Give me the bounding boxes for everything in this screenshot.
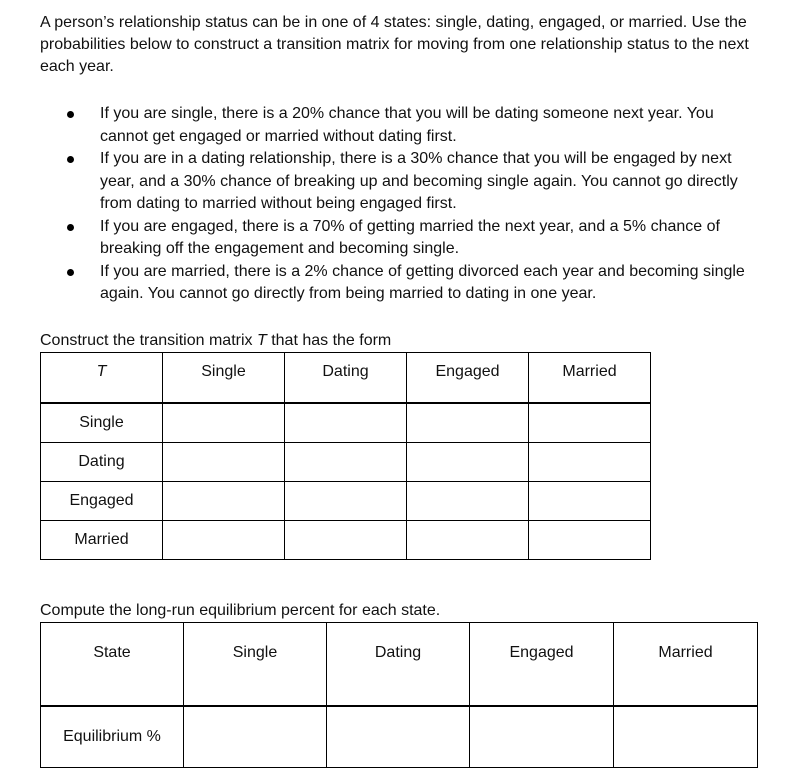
matrix-cell[interactable]: [407, 403, 529, 443]
transition-matrix-table: [40, 352, 651, 560]
matrix-col-header: Married: [529, 353, 651, 404]
equilibrium-row-label: Equilibrium %: [41, 706, 184, 768]
matrix-cell[interactable]: [285, 521, 407, 560]
matrix-cell[interactable]: [529, 443, 651, 482]
rules-list: [0, 103, 805, 306]
matrix-cell[interactable]: [529, 482, 651, 521]
equilibrium-cell[interactable]: [470, 706, 614, 768]
matrix-caption-symbol: T: [256, 332, 267, 349]
equilibrium-col-header: Married: [614, 623, 758, 707]
rule-single: [0, 103, 755, 148]
equilibrium-cell[interactable]: [184, 706, 327, 768]
equilibrium-corner: State: [41, 623, 184, 707]
matrix-cell[interactable]: [529, 403, 651, 443]
matrix-corner: T: [41, 353, 163, 404]
matrix-row-label: Married: [41, 521, 163, 560]
bullet-icon: [67, 269, 74, 276]
matrix-cell[interactable]: [529, 521, 651, 560]
equilibrium-table: [40, 622, 758, 768]
rule-married: [0, 261, 755, 306]
rule-text: If you are single, there is a 20% chance that you will be dating someone next year. You cannot get engaged or married without dating first.: [100, 105, 714, 145]
equilibrium-col-header: Dating: [327, 623, 470, 707]
bullet-icon: [67, 224, 74, 231]
matrix-caption: [40, 330, 391, 352]
rule-text: If you are in a dating relationship, there is a 30% chance that you will be engaged by next year, and a 30% chance of breaking up and becoming single again. You cannot go directly from dating to married without being engaged first.: [100, 150, 738, 212]
bullet-icon: [67, 111, 74, 118]
matrix-row-label: Single: [41, 403, 163, 443]
matrix-caption-after: that has the form: [266, 332, 392, 349]
matrix-cell[interactable]: [285, 403, 407, 443]
bullet-icon: [67, 156, 74, 163]
equilibrium-cell[interactable]: [327, 706, 470, 768]
matrix-col-header: Single: [163, 353, 285, 404]
rule-text: If you are engaged, there is a 70% of getting married the next year, and a 5% chance of breaking off the engagement and becoming single.: [100, 217, 720, 257]
equilibrium-header-row: [41, 623, 758, 707]
matrix-cell[interactable]: [163, 443, 285, 482]
matrix-row: [41, 403, 651, 443]
matrix-cell[interactable]: [285, 443, 407, 482]
equilibrium-caption: Compute the long-run equilibrium percent for each state.: [40, 602, 441, 619]
matrix-row-label: Dating: [41, 443, 163, 482]
equilibrium-col-header: Engaged: [470, 623, 614, 707]
matrix-row-label: Engaged: [41, 482, 163, 521]
matrix-cell[interactable]: [285, 482, 407, 521]
intro-paragraph: A person’s relationship status can be in one of 4 states: single, dating, engaged, or married. Use the probabilities below to construct a transition matrix for moving from one relationship status to the next each year.: [40, 14, 749, 75]
equilibrium-cell[interactable]: [614, 706, 758, 768]
matrix-col-header: Engaged: [407, 353, 529, 404]
rule-dating: [0, 148, 755, 216]
matrix-header-row: [41, 353, 651, 404]
equilibrium-row: [41, 706, 758, 768]
equilibrium-col-header: Single: [184, 623, 327, 707]
matrix-cell[interactable]: [407, 443, 529, 482]
rule-engaged: [0, 216, 755, 261]
matrix-cell[interactable]: [407, 482, 529, 521]
rule-text: If you are married, there is a 2% chance of getting divorced each year and becoming single again. You cannot go directly from being married to dating in one year.: [100, 262, 745, 302]
matrix-caption-before: Construct the transition matrix: [40, 332, 257, 349]
matrix-col-header: Dating: [285, 353, 407, 404]
matrix-row: [41, 482, 651, 521]
matrix-cell[interactable]: [407, 521, 529, 560]
matrix-cell[interactable]: [163, 521, 285, 560]
matrix-cell[interactable]: [163, 482, 285, 521]
matrix-row: [41, 443, 651, 482]
matrix-cell[interactable]: [163, 403, 285, 443]
matrix-row: [41, 521, 651, 560]
